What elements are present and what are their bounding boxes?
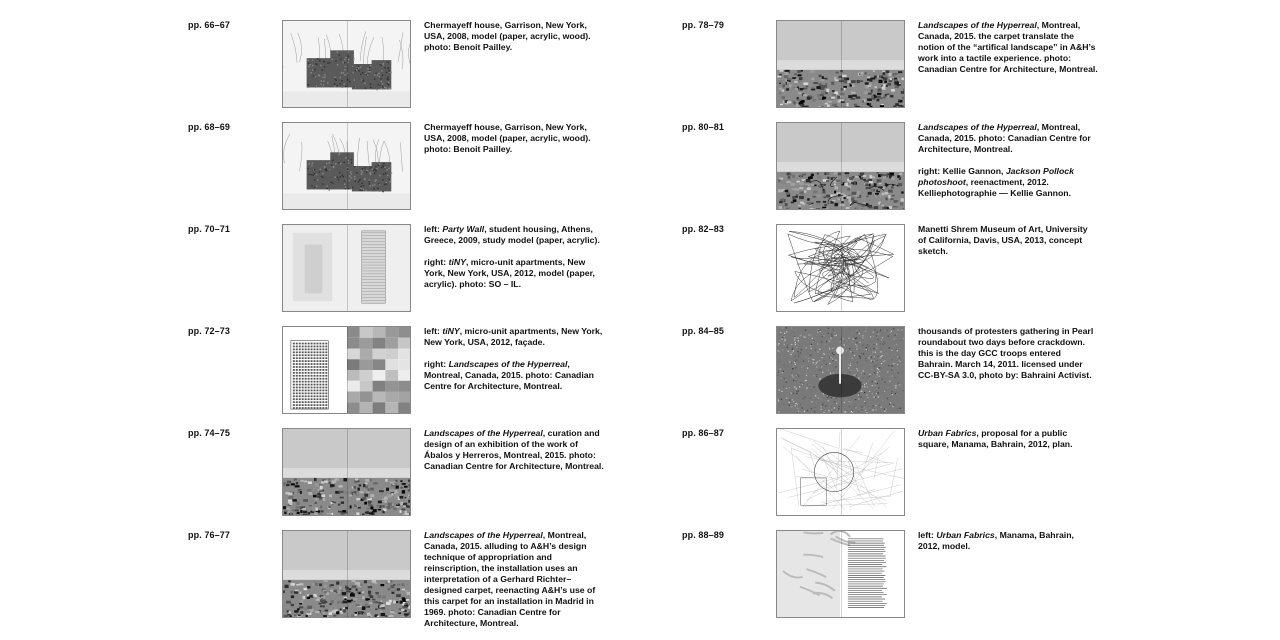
- list-item: [640, 204, 1280, 300]
- caption-text: left:: [424, 224, 443, 234]
- caption-paragraph: [918, 20, 1098, 75]
- caption: [424, 530, 604, 629]
- caption: [424, 428, 604, 472]
- caption-text: , Manama, Bahrain, 2012, model.: [918, 530, 1074, 551]
- caption: [918, 530, 1098, 552]
- model-photo-image: [283, 21, 410, 107]
- caption-text: , Montreal, Canada, 2015. photo: Canadian Centre for Architecture, Montreal.: [918, 122, 1091, 154]
- caption-text: thousands of protesters gathering in Pearl roundabout two days before crackdown. this is the day GCC troops entered Bahrain. March 14, 2011. licensed under CC-BY-SA 3.0, photo by: Bahraini Activist.: [918, 326, 1094, 380]
- caption-paragraph: [424, 359, 604, 392]
- caption-text: , reenactment, 2012. Kelliephotographie — Kellie Gannon.: [918, 177, 1072, 198]
- caption-title-text: Urban Fabrics: [936, 530, 995, 540]
- caption-text: , curation and design of an exhibition of the work of Ábalos y Herreros, Montreal, 2015. photo: Canadian Centre for Architecture, Montreal.: [424, 428, 604, 471]
- caption-paragraph: [424, 428, 604, 472]
- spread-thumbnail: [282, 530, 411, 618]
- caption-text: right: Kellie Gannon,: [918, 166, 1006, 176]
- spread-thumbnail: [282, 224, 411, 312]
- caption: [918, 122, 1098, 199]
- list-item: [640, 408, 1280, 504]
- caption-text: left:: [424, 326, 443, 336]
- caption-paragraph: [918, 428, 1098, 450]
- caption-paragraph: [918, 122, 1098, 155]
- model-text-image: [777, 531, 904, 617]
- model-photo-image: [283, 123, 410, 209]
- caption-paragraph: [918, 166, 1098, 199]
- list-item: [0, 0, 640, 96]
- list-item: [0, 510, 640, 628]
- gallery-floor-image: [283, 429, 410, 515]
- spread-thumbnail: [776, 224, 905, 312]
- caption: [918, 20, 1098, 75]
- gallery-room-image: [283, 531, 410, 617]
- caption-paragraph: [424, 20, 604, 53]
- caption-text: Chermayeff house, Garrison, New York, USA, 2008, model (paper, acrylic, wood). photo: Benoit Pailley.: [424, 20, 591, 52]
- caption-title-text: tiNY: [448, 257, 466, 267]
- list-item: [0, 306, 640, 402]
- list-item: [640, 510, 1280, 606]
- list-item: [640, 0, 1280, 96]
- spread-thumbnail: [776, 20, 905, 108]
- caption-text: , Montreal, Canada, 2015. photo: Canadian Centre for Architecture, Montreal.: [424, 359, 594, 391]
- page-reference: pp. 70–71: [188, 224, 230, 234]
- list-item: [0, 102, 640, 198]
- caption-title-text: Landscapes of the Hyperreal: [424, 530, 543, 540]
- page-reference: pp. 66–67: [188, 20, 230, 30]
- caption-paragraph: [424, 257, 604, 290]
- caption-paragraph: [424, 326, 604, 348]
- caption-text: , proposal for a public square, Manama, Bahrain, 2012, plan.: [918, 428, 1073, 449]
- page-reference: pp. 80–81: [682, 122, 724, 132]
- page-reference: pp. 78–79: [682, 20, 724, 30]
- caption: [424, 224, 604, 290]
- caption-text: right:: [424, 257, 449, 267]
- site-plan-image: [777, 429, 904, 515]
- facade-grid-image: [283, 327, 410, 413]
- aerial-crowd-image: [777, 327, 904, 413]
- list-item: [640, 102, 1280, 198]
- spread-thumbnail: [282, 20, 411, 108]
- caption-text: Manetti Shrem Museum of Art, University of California, Davis, USA, 2013, concept sketch.: [918, 224, 1088, 256]
- list-item: [640, 306, 1280, 402]
- spread-thumbnail: [776, 428, 905, 516]
- gallery-room-image: [777, 21, 904, 107]
- caption-paragraph: [424, 122, 604, 155]
- caption: [424, 122, 604, 155]
- caption: [424, 20, 604, 53]
- caption-paragraph: [424, 224, 604, 246]
- caption-title-text: tiNY: [442, 326, 460, 336]
- spread-thumbnail: [282, 122, 411, 210]
- caption-text: , micro-unit apartments, New York, New York, USA, 2012, façade.: [424, 326, 603, 347]
- caption-title-text: Urban Fabrics: [918, 428, 977, 438]
- spread-thumbnail: [282, 326, 411, 414]
- spread-thumbnail: [776, 530, 905, 618]
- caption-title-text: Jackson Pollock photoshoot: [918, 166, 1074, 187]
- tower-model-image: [283, 225, 410, 311]
- caption-paragraph: [918, 224, 1098, 257]
- caption-title-text: Landscapes of the Hyperreal: [918, 20, 1037, 30]
- caption-text: right:: [424, 359, 449, 369]
- caption-paragraph: [918, 530, 1098, 552]
- gallery-pollock-image: [777, 123, 904, 209]
- spread-thumbnail: [282, 428, 411, 516]
- caption: [424, 326, 604, 392]
- spread-thumbnail: [776, 122, 905, 210]
- caption-text: , student housing, Athens, Greece, 2009, study model (paper, acrylic).: [424, 224, 600, 245]
- caption: [918, 326, 1098, 381]
- page-reference: pp. 68–69: [188, 122, 230, 132]
- page-reference: pp. 82–83: [682, 224, 724, 234]
- caption-text: , micro-unit apartments, New York, New York, USA, 2012, model (paper, acrylic). photo: SO – IL.: [424, 257, 595, 289]
- scribble-sketch-image: [777, 225, 904, 311]
- spread-thumbnail: [776, 326, 905, 414]
- caption-title-text: Landscapes of the Hyperreal: [918, 122, 1037, 132]
- page-reference: pp. 74–75: [188, 428, 230, 438]
- caption-title-text: Landscapes of the Hyperreal: [424, 428, 543, 438]
- list-item: [0, 408, 640, 504]
- caption: [918, 428, 1098, 450]
- page-reference: pp. 84–85: [682, 326, 724, 336]
- caption: [918, 224, 1098, 257]
- caption-text: , Montreal, Canada, 2015. the carpet translate the notion of the “artifical landscape” in A&H’s work into a tactile experience. photo: Canadian Centre for Architecture, Montreal.: [918, 20, 1098, 74]
- page-reference: pp. 72–73: [188, 326, 230, 336]
- caption-title-text: Party Wall: [442, 224, 485, 234]
- caption-text: left:: [918, 530, 937, 540]
- caption-text: Chermayeff house, Garrison, New York, USA, 2008, model (paper, acrylic, wood). photo: Benoit Pailley.: [424, 122, 591, 154]
- caption-title-text: Landscapes of the Hyperreal: [448, 359, 568, 369]
- caption-text: , Montreal, Canada, 2015. alluding to A&H’s design technique of appropriation and reinscription, the installation uses an interpretation of a Gerhard Richter–designed carpet, reenacting A&H’s use of this carpet for an installation in Madrid in 1969. photo: Canadian Centre for Architecture, Montreal.: [424, 530, 596, 628]
- caption-paragraph: [424, 530, 604, 629]
- caption-paragraph: [918, 326, 1098, 381]
- page-reference: pp. 88–89: [682, 530, 724, 540]
- page-reference: pp. 86–87: [682, 428, 724, 438]
- page-reference: pp. 76–77: [188, 530, 230, 540]
- list-item: [0, 204, 640, 300]
